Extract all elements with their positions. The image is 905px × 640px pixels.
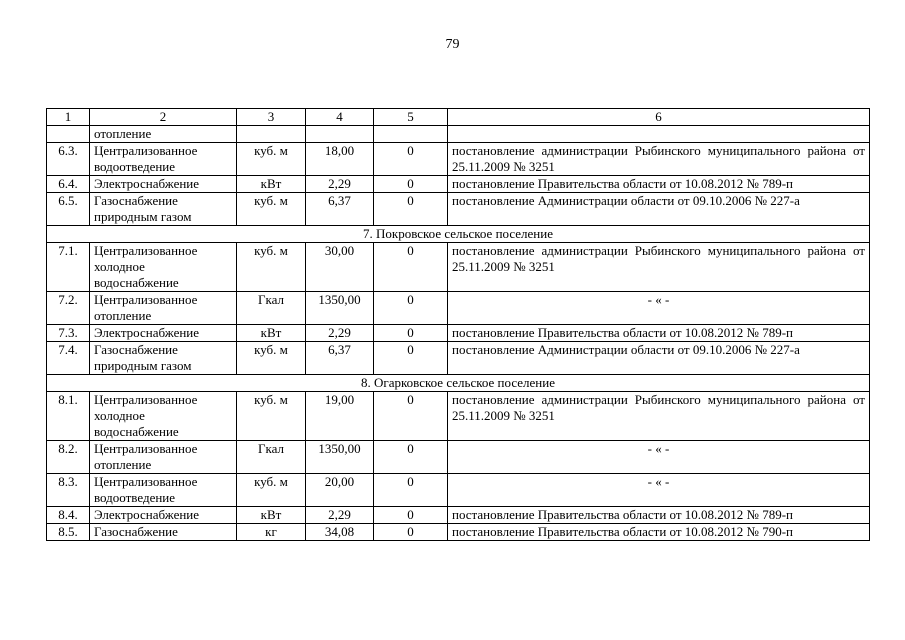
service-name: Электроснабжение <box>90 507 237 524</box>
unit-cell: куб. м <box>237 474 306 507</box>
norm-value: 2,29 <box>306 325 374 342</box>
unit-cell: куб. м <box>237 392 306 441</box>
table-row <box>47 292 870 325</box>
service-name: Централизованное отопление <box>90 441 237 474</box>
norm-value: 1350,00 <box>306 292 374 325</box>
col5-value: 0 <box>374 524 448 541</box>
service-name: Централизованное отопление <box>90 292 237 325</box>
norm-value <box>306 126 374 143</box>
document-reference: постановление Администрации области от 09.10.2006 № 227-а <box>448 342 870 375</box>
unit-cell: кг <box>237 524 306 541</box>
document-reference: - « - <box>448 292 870 325</box>
unit-cell: кВт <box>237 176 306 193</box>
section-title: 8. Огарковское сельское поселение <box>47 375 870 392</box>
header-cell: 2 <box>90 109 237 126</box>
header-cell: 1 <box>47 109 90 126</box>
tariff-table <box>46 108 870 541</box>
norm-value: 6,37 <box>306 342 374 375</box>
norm-value: 2,29 <box>306 176 374 193</box>
col5-value: 0 <box>374 325 448 342</box>
norm-value: 6,37 <box>306 193 374 226</box>
table-row <box>47 176 870 193</box>
unit-cell: кВт <box>237 325 306 342</box>
document-reference: постановление Правительства области от 10.08.2012 № 789-п <box>448 507 870 524</box>
service-name: Электроснабжение <box>90 176 237 193</box>
col5-value: 0 <box>374 441 448 474</box>
document-reference: постановление Правительства области от 10.08.2012 № 789-п <box>448 325 870 342</box>
document-reference: постановление администрации Рыбинского муниципального района от 25.11.2009 № 3251 <box>448 143 870 176</box>
norm-value: 18,00 <box>306 143 374 176</box>
table-row <box>47 126 870 143</box>
table-row <box>47 441 870 474</box>
row-number: 7.1. <box>47 243 90 292</box>
document-reference: постановление Правительства области от 10.08.2012 № 789-п <box>448 176 870 193</box>
row-number: 6.5. <box>47 193 90 226</box>
header-cell: 6 <box>448 109 870 126</box>
row-number: 7.4. <box>47 342 90 375</box>
row-number: 8.2. <box>47 441 90 474</box>
service-name: Газоснабжение природным газом <box>90 193 237 226</box>
table-row <box>47 342 870 375</box>
table-row <box>47 193 870 226</box>
document-reference <box>448 126 870 143</box>
service-name: Централизованное водоотведение <box>90 474 237 507</box>
norm-value: 2,29 <box>306 507 374 524</box>
col5-value: 0 <box>374 243 448 292</box>
table-body <box>47 109 870 541</box>
col5-value <box>374 126 448 143</box>
row-number <box>47 126 90 143</box>
row-number: 8.3. <box>47 474 90 507</box>
service-name: Централизованное холодное водоснабжение <box>90 243 237 292</box>
document-reference: - « - <box>448 474 870 507</box>
service-name: отопление <box>90 126 237 143</box>
unit-cell: Гкал <box>237 292 306 325</box>
service-name: Газоснабжение природным газом <box>90 342 237 375</box>
row-number: 8.1. <box>47 392 90 441</box>
norm-value: 20,00 <box>306 474 374 507</box>
unit-cell: куб. м <box>237 193 306 226</box>
unit-cell: Гкал <box>237 441 306 474</box>
norm-value: 30,00 <box>306 243 374 292</box>
document-reference: постановление администрации Рыбинского муниципального района от 25.11.2009 № 3251 <box>448 243 870 292</box>
service-name: Электроснабжение <box>90 325 237 342</box>
document-reference: постановление администрации Рыбинского муниципального района от 25.11.2009 № 3251 <box>448 392 870 441</box>
header-cell: 5 <box>374 109 448 126</box>
header-cell: 3 <box>237 109 306 126</box>
unit-cell: кВт <box>237 507 306 524</box>
col5-value: 0 <box>374 143 448 176</box>
table-row <box>47 243 870 292</box>
col5-value: 0 <box>374 176 448 193</box>
table-row <box>47 524 870 541</box>
norm-value: 1350,00 <box>306 441 374 474</box>
row-number: 8.5. <box>47 524 90 541</box>
section-title: 7. Покровское сельское поселение <box>47 226 870 243</box>
document-reference: постановление Правительства области от 10.08.2012 № 790-п <box>448 524 870 541</box>
unit-cell: куб. м <box>237 243 306 292</box>
service-name: Газоснабжение <box>90 524 237 541</box>
norm-value: 34,08 <box>306 524 374 541</box>
service-name: Централизованное водоотведение <box>90 143 237 176</box>
row-number: 6.4. <box>47 176 90 193</box>
unit-cell <box>237 126 306 143</box>
col5-value: 0 <box>374 507 448 524</box>
col5-value: 0 <box>374 342 448 375</box>
service-name: Централизованное холодное водоснабжение <box>90 392 237 441</box>
table-row <box>47 474 870 507</box>
row-number: 7.3. <box>47 325 90 342</box>
table-row <box>47 392 870 441</box>
section-row <box>47 226 870 243</box>
col5-value: 0 <box>374 193 448 226</box>
norm-value: 19,00 <box>306 392 374 441</box>
page-number: 79 <box>445 37 460 52</box>
header-cell: 4 <box>306 109 374 126</box>
unit-cell: куб. м <box>237 342 306 375</box>
table-row <box>47 325 870 342</box>
row-number: 8.4. <box>47 507 90 524</box>
row-number: 6.3. <box>47 143 90 176</box>
section-row <box>47 375 870 392</box>
header-row <box>47 109 870 126</box>
col5-value: 0 <box>374 474 448 507</box>
row-number: 7.2. <box>47 292 90 325</box>
document-reference: постановление Администрации области от 09.10.2006 № 227-а <box>448 193 870 226</box>
col5-value: 0 <box>374 392 448 441</box>
document-reference: - « - <box>448 441 870 474</box>
unit-cell: куб. м <box>237 143 306 176</box>
table-row <box>47 143 870 176</box>
col5-value: 0 <box>374 292 448 325</box>
table-row <box>47 507 870 524</box>
